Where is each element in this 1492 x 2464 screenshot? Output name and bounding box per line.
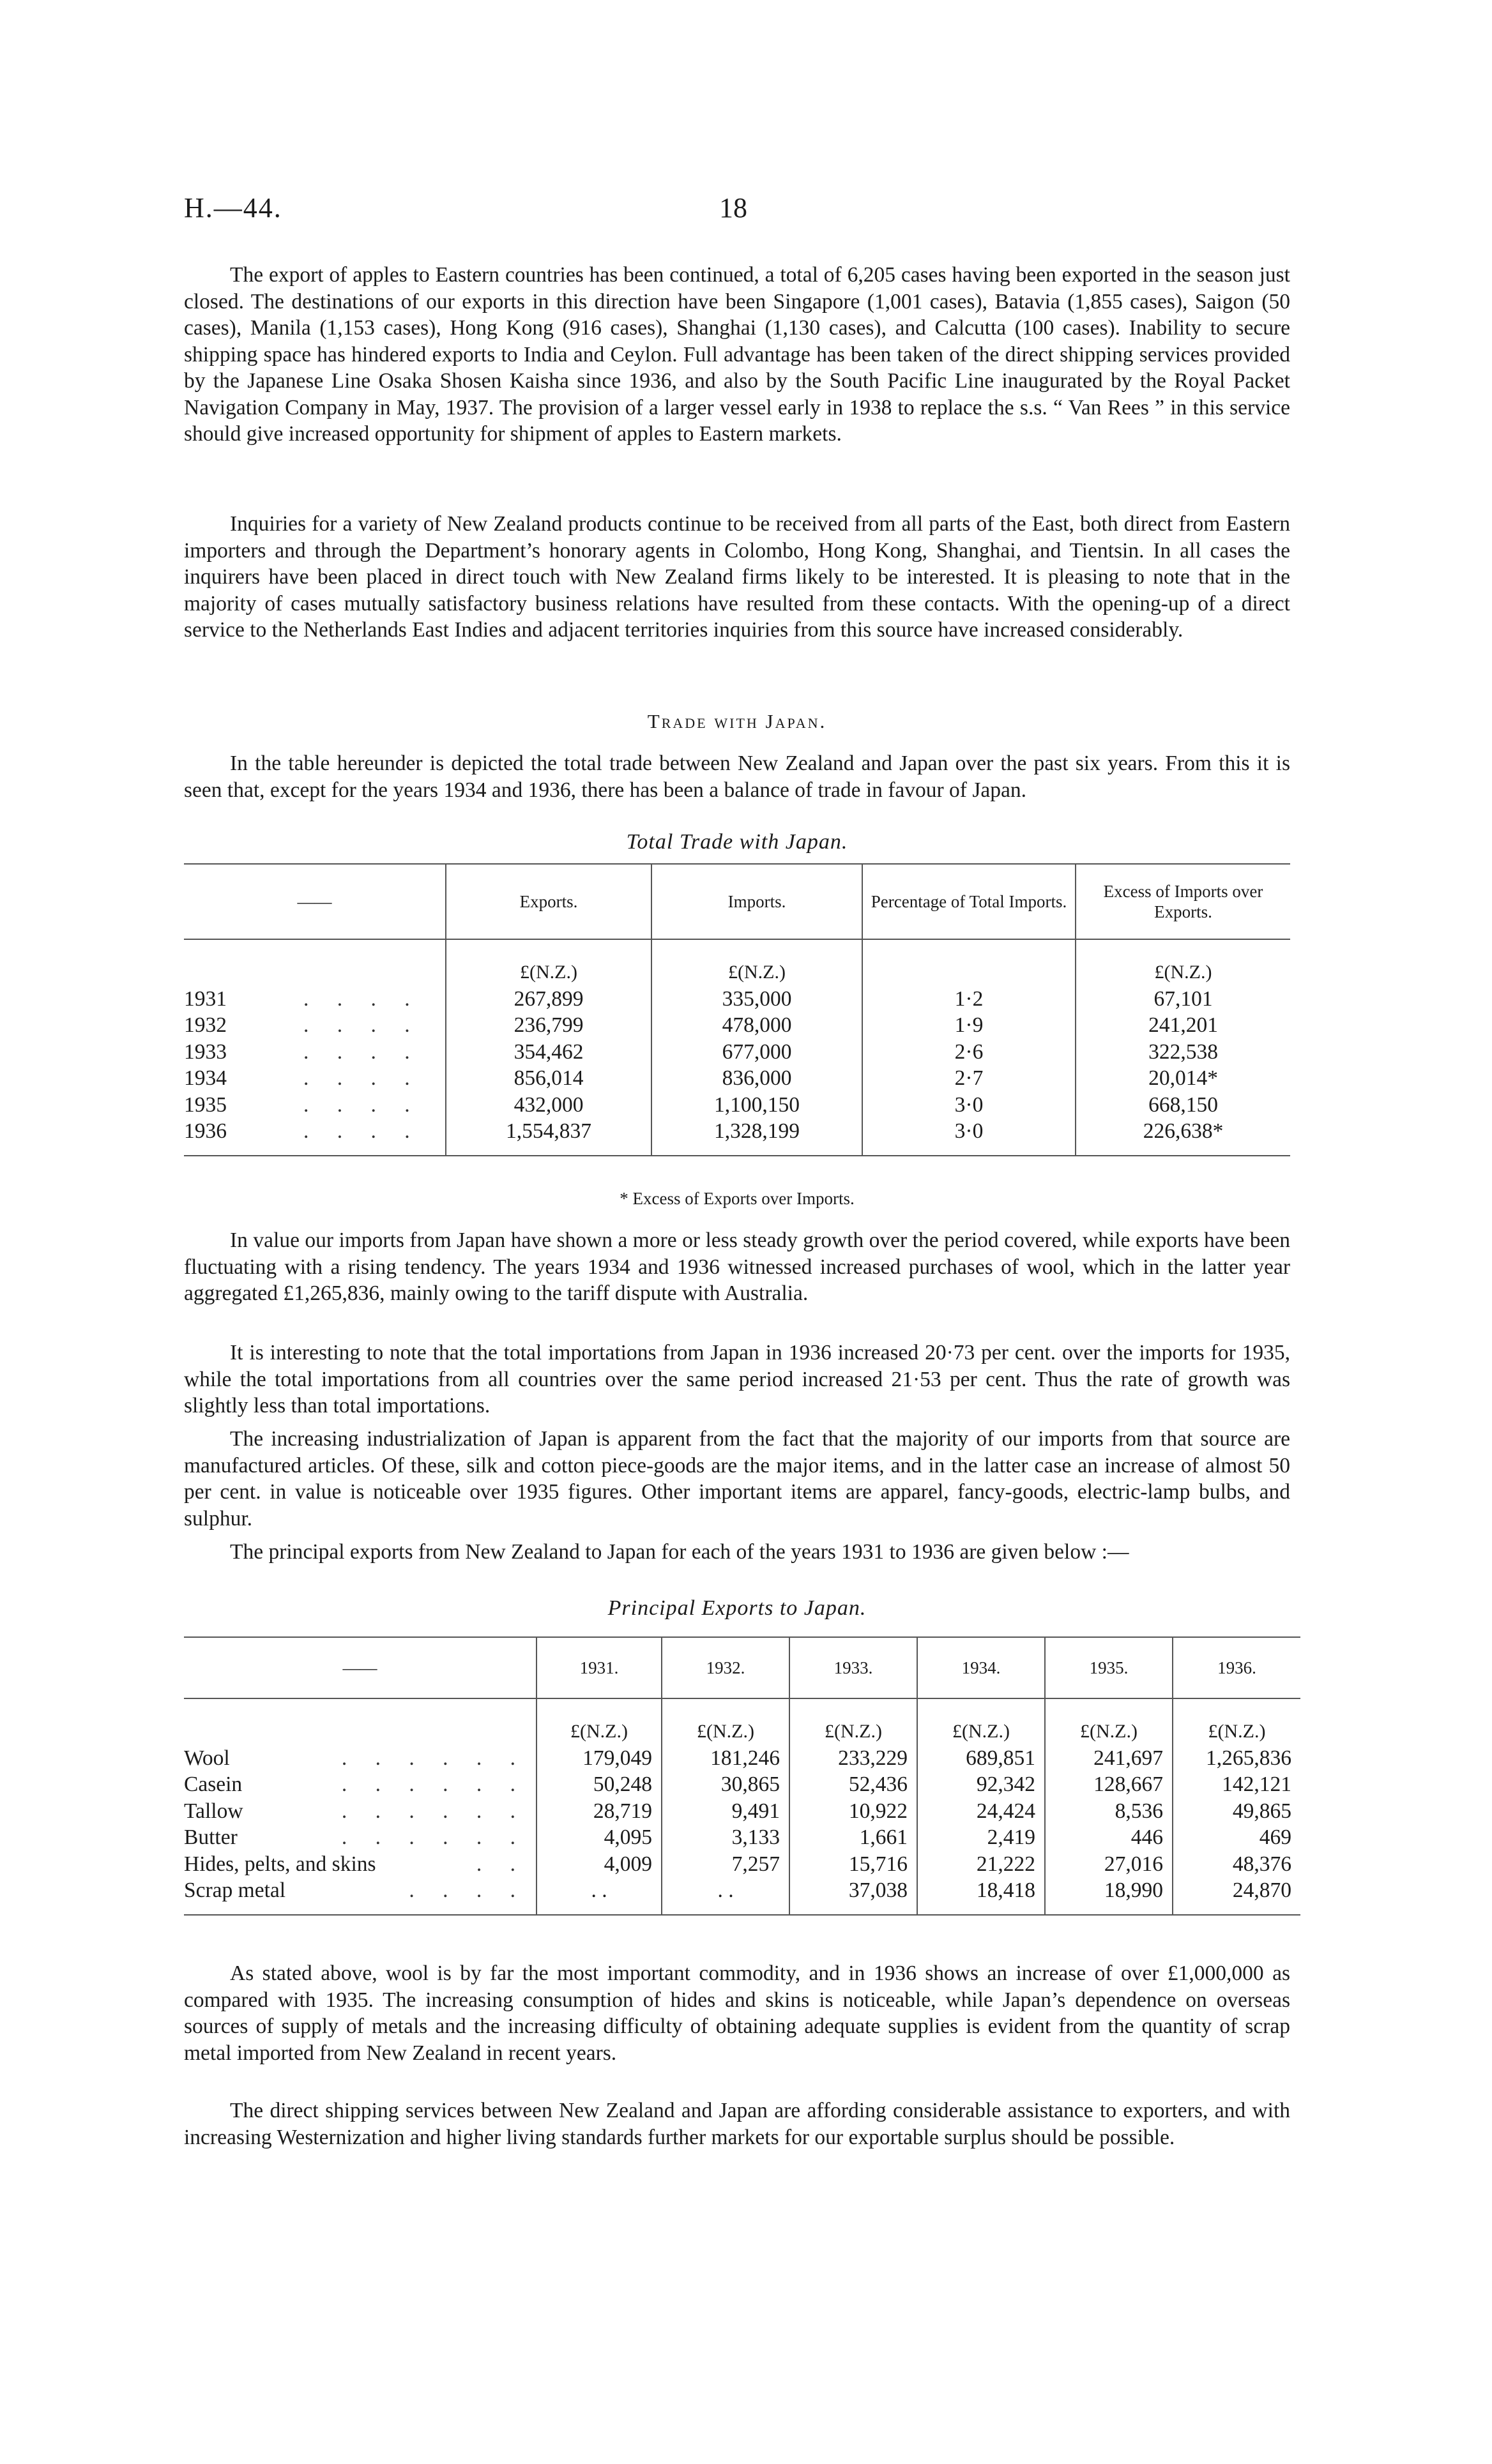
table-row	[184, 1092, 1290, 1119]
value-cell: 30,865	[662, 1771, 789, 1798]
pct-cell: 2·7	[862, 1065, 1076, 1092]
value-cell: 689,851	[917, 1745, 1045, 1772]
header-blank: ——	[184, 1637, 537, 1698]
year-cell: 1931 . . . .	[184, 986, 422, 1011]
unit-cell: £(N.Z.)	[1173, 1698, 1300, 1745]
header-1936: 1936.	[1173, 1637, 1300, 1698]
value-cell: 9,491	[662, 1798, 789, 1825]
item-cell: Hides, pelts, and skins . .	[184, 1852, 527, 1876]
exports-cell: 1,554,837	[446, 1118, 651, 1156]
document-reference: H.—44.	[184, 192, 282, 223]
paragraph-import-growth: In value our imports from Japan have shown a more or less steady growth over the period covered, while exports have been fluctuating with a rising tendency. The years 1934 and 1936 witnessed increased purchases of wool, which in the latter year aggregated £1,265,836, mainly owing to the tariff dispute with Australia.	[184, 1228, 1290, 1305]
value-cell: 15,716	[789, 1851, 917, 1878]
table-row	[184, 1118, 1290, 1156]
item-cell: Casein . . . . . .	[184, 1772, 527, 1796]
page-number: 18	[719, 192, 747, 223]
exports-cell: 267,899	[446, 986, 651, 1013]
table-row	[184, 1798, 1300, 1825]
header-imports: Imports.	[651, 864, 862, 939]
value-cell: 3,133	[662, 1824, 789, 1851]
table-row	[184, 1065, 1290, 1092]
value-cell: 50,248	[537, 1771, 662, 1798]
item-cell: Scrap metal . . . .	[184, 1877, 537, 1915]
value-cell: 241,697	[1045, 1745, 1173, 1772]
unit-cell	[184, 939, 446, 986]
table-row	[184, 1039, 1290, 1066]
paragraph-shipping-services: The direct shipping services between New Zealand and Japan are affording considerable assistance to exporters, and with increasing Westernization and higher living standards further markets for our exportable surplus should be possible.	[184, 2099, 1290, 2149]
imports-cell: 836,000	[651, 1065, 862, 1092]
total-trade-table	[184, 863, 1290, 1156]
excess-cell: 668,150	[1076, 1092, 1290, 1119]
excess-cell: 241,201	[1076, 1012, 1290, 1039]
exports-cell: 354,462	[446, 1039, 651, 1066]
paragraph-table-intro: In the table hereunder is depicted the total trade between New Zealand and Japan over the past six years. From this it is seen that, except for the years 1934 and 1936, there has been a balance of trade in favour of Japan.	[184, 752, 1290, 802]
units-row	[184, 1698, 1300, 1745]
excess-cell: 67,101	[1076, 986, 1290, 1013]
unit-cell: £(N.Z.)	[662, 1698, 789, 1745]
unit-cell: £(N.Z.)	[446, 939, 651, 986]
table-row	[184, 1012, 1290, 1039]
imports-cell: 335,000	[651, 986, 862, 1013]
pct-cell: 3·0	[862, 1118, 1076, 1156]
value-cell: . .	[662, 1877, 789, 1915]
year-cell: 1935 . . . .	[184, 1092, 422, 1117]
year-cell: 1936 . . . .	[184, 1118, 446, 1156]
value-cell: 7,257	[662, 1851, 789, 1878]
value-cell: 27,016	[1045, 1851, 1173, 1878]
header-exports: Exports.	[446, 864, 651, 939]
header-1935: 1935.	[1045, 1637, 1173, 1698]
item-cell: Butter . . . . . .	[184, 1825, 527, 1849]
unit-cell	[184, 1698, 537, 1745]
value-cell: 28,719	[537, 1798, 662, 1825]
value-cell: 1,265,836	[1173, 1745, 1300, 1772]
value-cell: 142,121	[1173, 1771, 1300, 1798]
header-blank: ——	[184, 864, 446, 939]
table-footnote: * Excess of Exports over Imports.	[620, 1189, 855, 1208]
value-cell: 2,419	[917, 1824, 1045, 1851]
header-1932: 1932.	[662, 1637, 789, 1698]
section-heading-trade-with-japan: Trade with Japan.	[647, 710, 827, 732]
table-row	[184, 1824, 1300, 1851]
table-row	[184, 1771, 1300, 1798]
value-cell: 24,870	[1173, 1877, 1300, 1915]
unit-cell: £(N.Z.)	[537, 1698, 662, 1745]
value-cell: 52,436	[789, 1771, 917, 1798]
value-cell: 469	[1173, 1824, 1300, 1851]
value-cell: 8,536	[1045, 1798, 1173, 1825]
value-cell: 179,049	[537, 1745, 662, 1772]
exports-cell: 856,014	[446, 1065, 651, 1092]
paragraph-inquiries: Inquiries for a variety of New Zealand products continue to be received from all parts of the East, both direct from Eastern importers and through the Department’s honorary agents in Colombo, Hong Kong, Shanghai, and Tientsin. In all cases the inquirers have been placed in direct touch with New Zealand firms likely to be interested. It is pleasing to note that in the majority of cases mutually satisfactory business relations have resulted from these contacts. With the opening-up of a direct service to the Netherlands East Indies and adjacent territories inquiries from this source have increased considerably.	[184, 512, 1290, 642]
imports-cell: 677,000	[651, 1039, 862, 1066]
paragraph-wool-commodity: As stated above, wool is by far the most important commodity, and in 1936 shows an increase of over £1,000,000 as compared with 1935. The increasing consumption of hides and skins is noticeable, while Japan’s dependence on overseas sources of supply of metals and the increasing difficulty of obtaining adequate supplies is evident from the quantity of scrap metal imported from New Zealand in recent years.	[184, 1961, 1290, 2065]
excess-cell: 322,538	[1076, 1039, 1290, 1066]
value-cell: 181,246	[662, 1745, 789, 1772]
principal-exports-table	[184, 1636, 1300, 1916]
value-cell: 10,922	[789, 1798, 917, 1825]
unit-cell: £(N.Z.)	[917, 1698, 1045, 1745]
pct-cell: 1·2	[862, 986, 1076, 1013]
value-cell: 18,418	[917, 1877, 1045, 1915]
value-cell: 233,229	[789, 1745, 917, 1772]
header-percentage: Percentage of Total Imports.	[862, 864, 1076, 939]
units-row	[184, 939, 1290, 986]
imports-cell: 1,100,150	[651, 1092, 862, 1119]
item-cell: Tallow . . . . . .	[184, 1799, 527, 1823]
excess-cell: 20,014*	[1076, 1065, 1290, 1092]
unit-cell	[862, 939, 1076, 986]
value-cell: 24,424	[917, 1798, 1045, 1825]
header-1934: 1934.	[917, 1637, 1045, 1698]
value-cell: 37,038	[789, 1877, 917, 1915]
value-cell: . .	[537, 1877, 662, 1915]
paragraph-apple-exports: The export of apples to Eastern countries has been continued, a total of 6,205 cases having been exported in the season just closed. The destinations of our exports in this direction have been Singapore (1,001 cases), Batavia (1,855 cases), Saigon (50 cases), Manila (1,153 cases), Hong Kong (916 cases), Shanghai (1,130 cases), and Calcutta (100 cases). Inability to secure shipping space has hindered exports to India and Ceylon. Full advantage has been taken of the direct shipping services provided by the Japanese Line Osaka Shosen Kaisha since 1936, and also by the South Pacific Line inaugurated by the Royal Packet Navigation Company in May, 1937. The provision of a larger vessel early in 1938 to replace the s.s. “ Van Rees ” in this service should give increased opportunity for shipment of apples to Eastern markets.	[184, 263, 1290, 446]
table-row	[184, 986, 1290, 1013]
imports-cell: 478,000	[651, 1012, 862, 1039]
year-cell: 1932 . . . .	[184, 1013, 422, 1037]
item-cell: Wool . . . . . .	[184, 1746, 527, 1770]
table-title-principal-exports: Principal Exports to Japan.	[607, 1596, 867, 1620]
table-header-row	[184, 864, 1290, 939]
table-header-row	[184, 1637, 1300, 1698]
value-cell: 4,009	[537, 1851, 662, 1878]
table-row	[184, 1745, 1300, 1772]
year-cell: 1933 . . . .	[184, 1039, 422, 1064]
value-cell: 128,667	[1045, 1771, 1173, 1798]
value-cell: 446	[1045, 1824, 1173, 1851]
value-cell: 48,376	[1173, 1851, 1300, 1878]
header-1931: 1931.	[537, 1637, 662, 1698]
paragraph-importations: It is interesting to note that the total importations from Japan in 1936 increased 20·73 per cent. over the imports for 1935, while the total importations from all countries over the same period increased 21·53 per cent. Thus the rate of growth was slightly less than total importations.	[184, 1341, 1290, 1417]
unit-cell: £(N.Z.)	[1045, 1698, 1173, 1745]
pct-cell: 3·0	[862, 1092, 1076, 1119]
paragraph-principal-exports-intro: The principal exports from New Zealand to Japan for each of the years 1931 to 1936 are given below :—	[230, 1540, 1129, 1564]
value-cell: 4,095	[537, 1824, 662, 1851]
paragraph-industrialization: The increasing industrialization of Japan is apparent from the fact that the majority of our imports from that source are manufactured articles. Of these, silk and cotton piece-goods are the major items, and in the latter case an increase of almost 50 per cent. in value is noticeable over 1935 figures. Other important items are apparel, fancy-goods, electric-lamp bulbs, and sulphur.	[184, 1427, 1290, 1531]
table-row	[184, 1877, 1300, 1915]
unit-cell: £(N.Z.)	[789, 1698, 917, 1745]
exports-cell: 432,000	[446, 1092, 651, 1119]
imports-cell: 1,328,199	[651, 1118, 862, 1156]
value-cell: 49,865	[1173, 1798, 1300, 1825]
table-row	[184, 1851, 1300, 1878]
value-cell: 1,661	[789, 1824, 917, 1851]
pct-cell: 2·6	[862, 1039, 1076, 1066]
exports-cell: 236,799	[446, 1012, 651, 1039]
pct-cell: 1·9	[862, 1012, 1076, 1039]
table-title-total-trade: Total Trade with Japan.	[626, 830, 848, 854]
unit-cell: £(N.Z.)	[1076, 939, 1290, 986]
header-excess: Excess of Imports over Exports.	[1076, 864, 1290, 939]
value-cell: 21,222	[917, 1851, 1045, 1878]
header-1933: 1933.	[789, 1637, 917, 1698]
year-cell: 1934 . . . .	[184, 1066, 422, 1090]
value-cell: 18,990	[1045, 1877, 1173, 1915]
value-cell: 92,342	[917, 1771, 1045, 1798]
excess-cell: 226,638*	[1076, 1118, 1290, 1156]
unit-cell: £(N.Z.)	[651, 939, 862, 986]
